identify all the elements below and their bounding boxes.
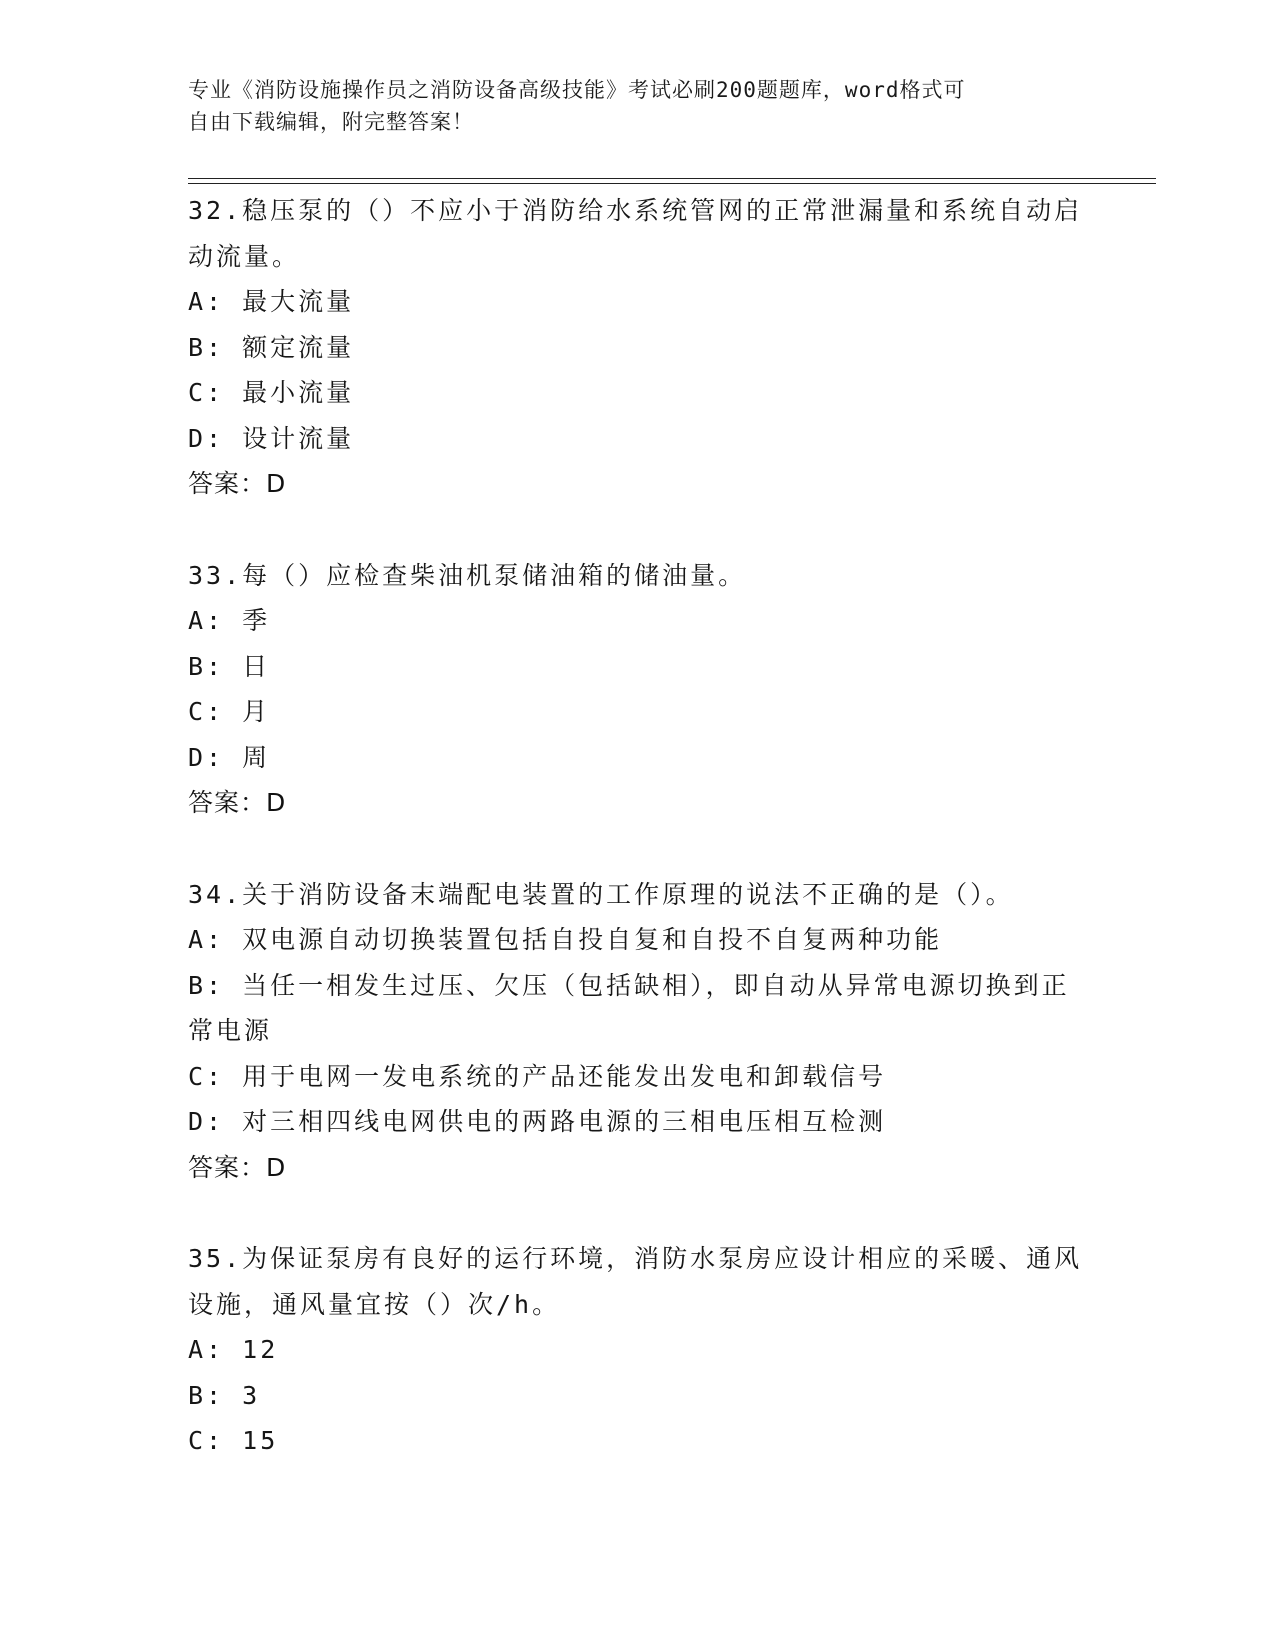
question-stem: 34.关于消防设备末端配电装置的工作原理的说法不正确的是（）。 xyxy=(188,879,1014,909)
header-divider-top xyxy=(188,178,1156,179)
option-c: C: 15 xyxy=(188,1426,279,1455)
option-a: A: 季 xyxy=(188,606,271,635)
header-line-2: 自由下载编辑，附完整答案！ xyxy=(188,110,474,134)
option-d: D: 周 xyxy=(188,742,271,772)
option-b: B: 日 xyxy=(188,651,271,681)
document-header xyxy=(188,74,1068,138)
header-line-1: 专业《消防设施操作员之消防设备高级技能》考试必刷200题题库，word格式可 xyxy=(188,78,966,102)
option-a: A: 12 xyxy=(188,1335,279,1364)
question-33 xyxy=(188,553,1088,826)
answer-label: 答案：D xyxy=(188,788,287,817)
header-divider-bottom xyxy=(188,183,1156,184)
option-d: D: 设计流量 xyxy=(188,423,355,453)
answer-label: 答案：D xyxy=(188,1152,287,1182)
question-stem: 33.每（）应检查柴油机泵储油箱的储油量。 xyxy=(188,560,747,590)
question-stem: 35.为保证泵房有良好的运行环境，消防水泵房应设计相应的采暖、通风设施，通风量宜按（）次/h。 xyxy=(188,1244,1083,1319)
question-list xyxy=(188,188,1088,1510)
option-b: B: 3 xyxy=(188,1380,261,1410)
option-c: C: 用于电网一发电系统的产品还能发出发电和卸载信号 xyxy=(188,1061,887,1091)
option-b: B: 当任一相发生过压、欠压（包括缺相），即自动从异常电源切换到正常电源 xyxy=(188,970,1070,1045)
option-a: A: 双电源自动切换装置包括自投自复和自投不自复两种功能 xyxy=(188,925,943,954)
question-32 xyxy=(188,188,1088,507)
question-34 xyxy=(188,872,1088,1191)
question-35 xyxy=(188,1236,1088,1464)
option-a: A: 最大流量 xyxy=(188,287,355,316)
option-c: C: 月 xyxy=(188,697,271,726)
option-d: D: 对三相四线电网供电的两路电源的三相电压相互检测 xyxy=(188,1107,887,1136)
option-c: C: 最小流量 xyxy=(188,378,355,407)
answer-label: 答案：D xyxy=(188,469,287,498)
option-b: B: 额定流量 xyxy=(188,332,355,362)
question-stem: 32.稳压泵的（）不应小于消防给水系统管网的正常泄漏量和系统自动启动流量。 xyxy=(188,196,1083,271)
